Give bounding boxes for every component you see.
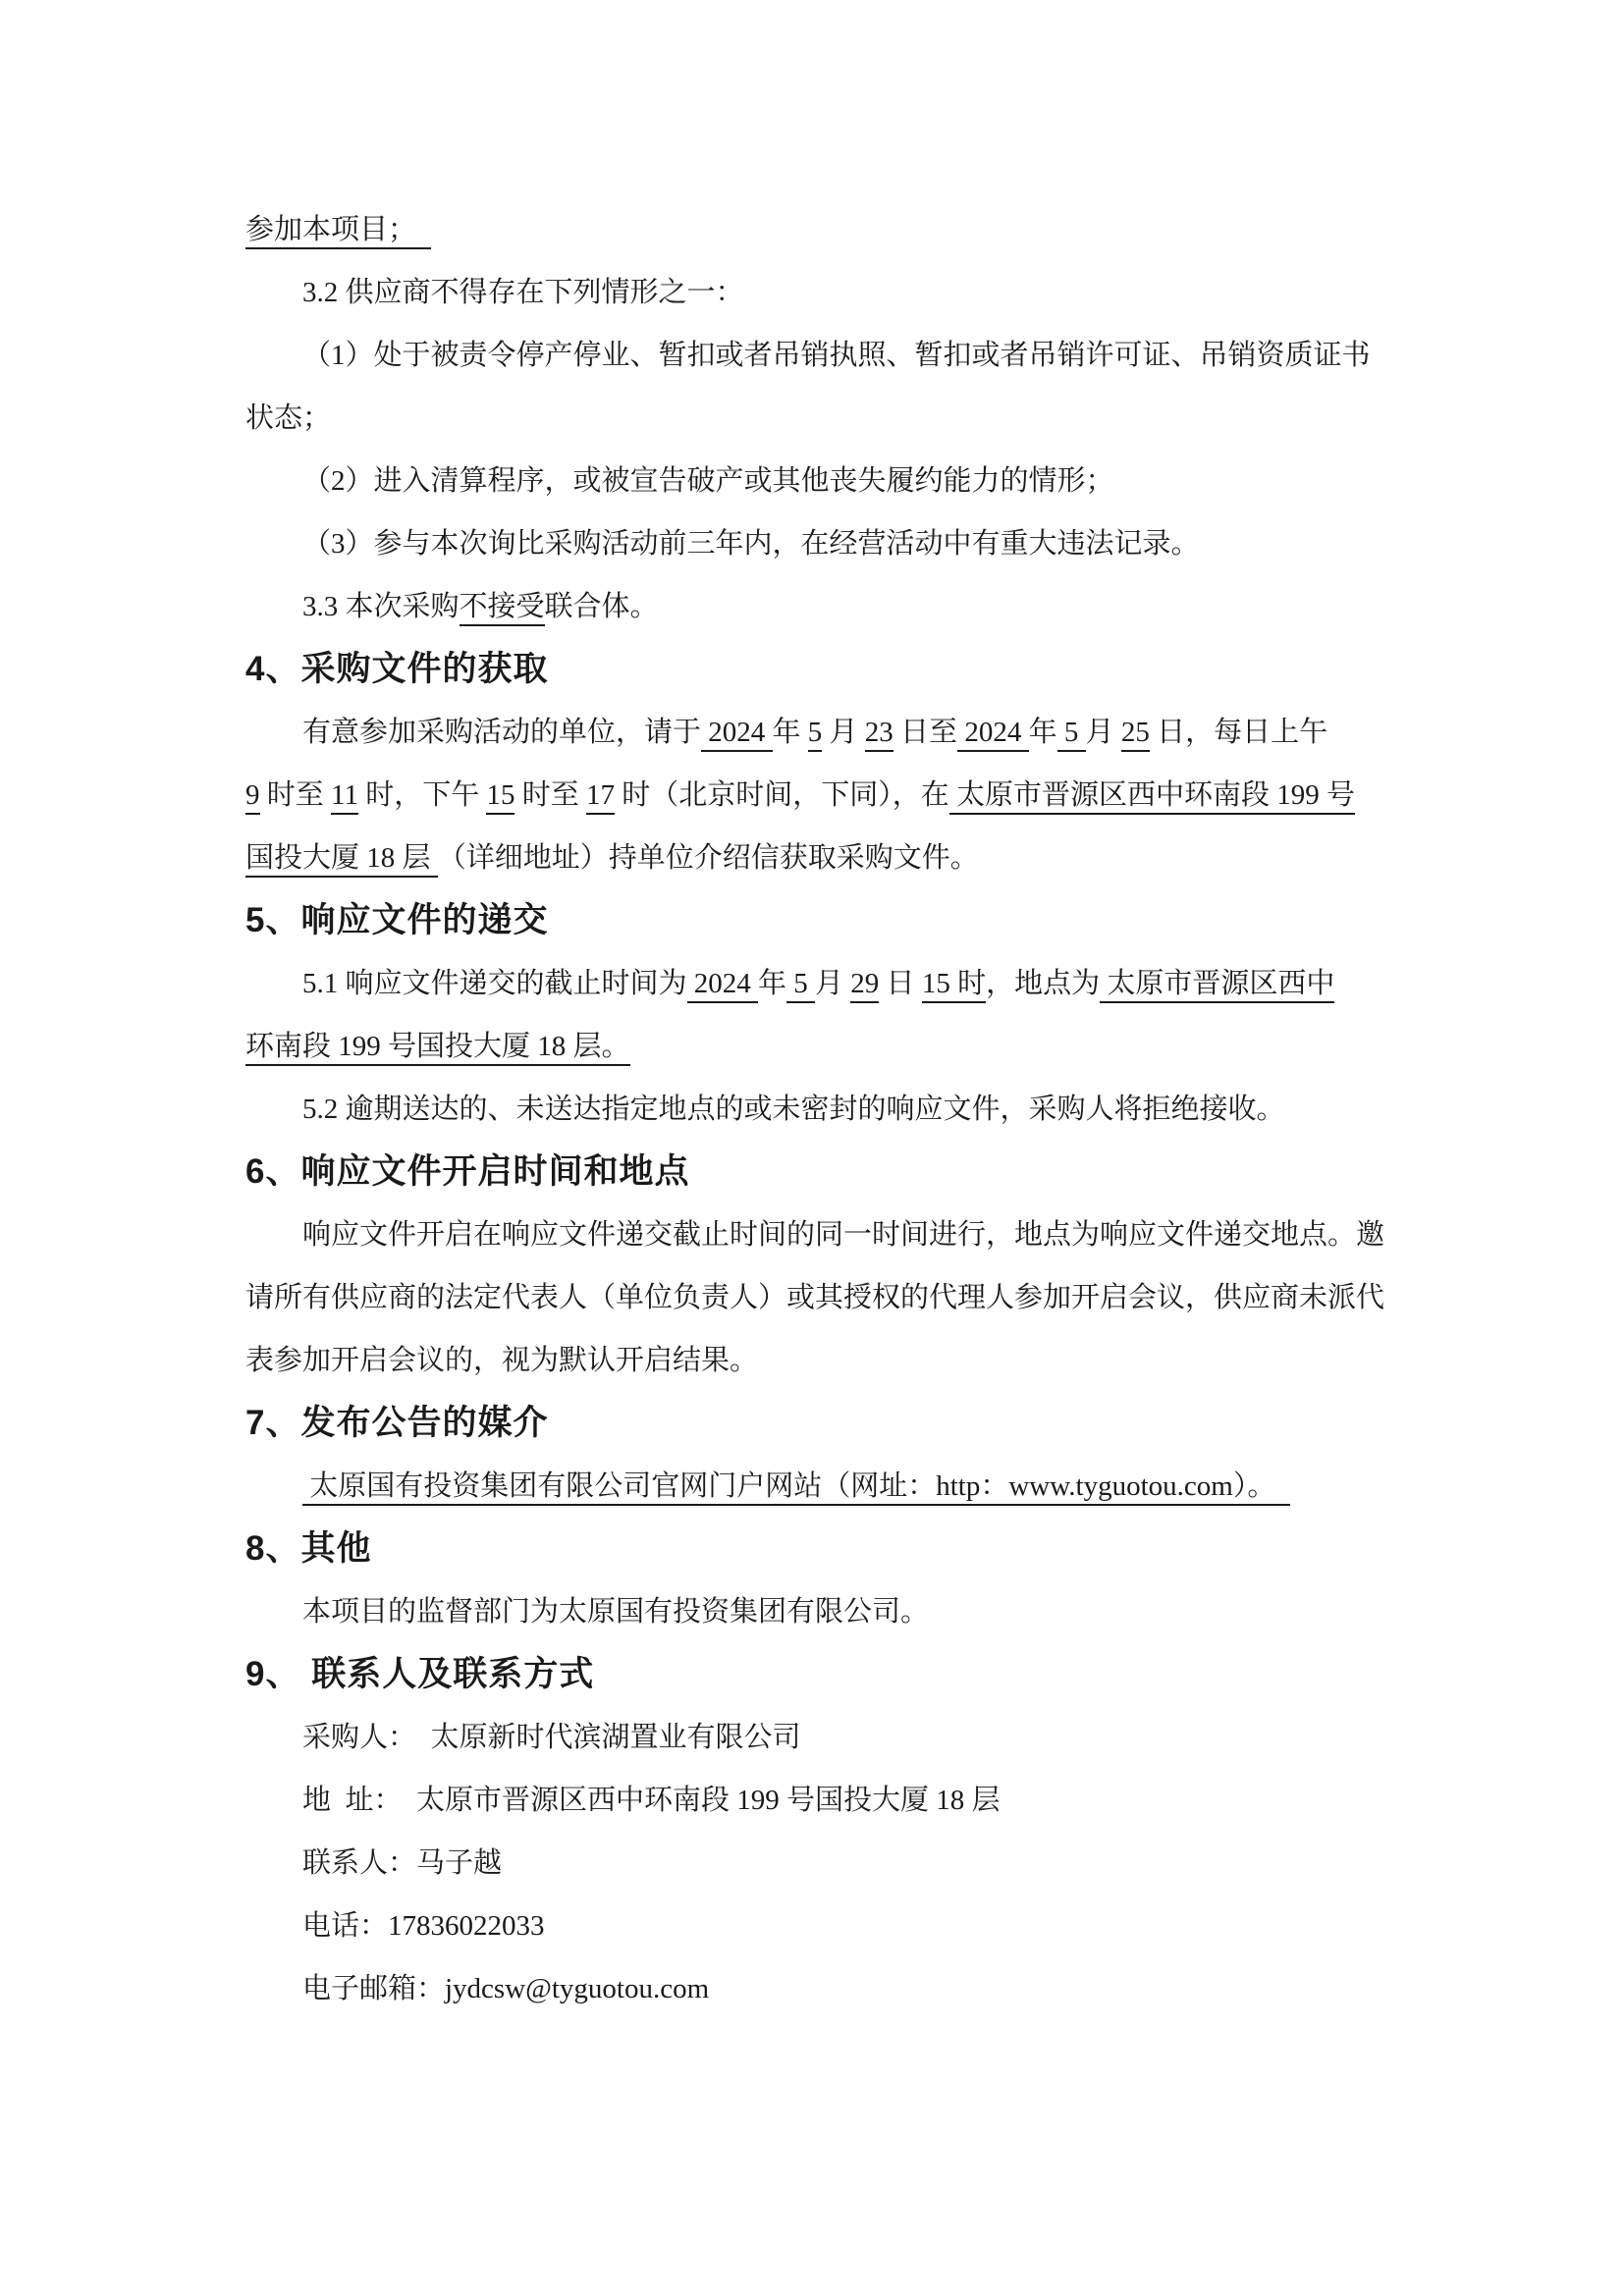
text-run: 年: [1028, 717, 1057, 748]
underlined-text: 不接受: [460, 591, 545, 626]
text-run: 表参加开启会议的，视为默认开启结果。: [245, 1345, 759, 1376]
text-run: 电话：17836022033: [302, 1910, 545, 1942]
text-run: 年: [758, 968, 787, 999]
underlined-text: 9: [245, 779, 260, 815]
underlined-text: 5: [808, 717, 823, 752]
section-6-line-3: [245, 1329, 1384, 1392]
text-run: 9、 联系人及联系方式: [245, 1655, 595, 1693]
underlined-text: 23: [865, 717, 893, 752]
underlined-text: 15 时: [922, 968, 986, 1003]
text-run: 7、发布公告的媒介: [245, 1404, 549, 1442]
contact-address-line: [245, 1769, 1384, 1832]
text-run: 时至: [259, 779, 332, 811]
text-run: 8、其他: [245, 1529, 372, 1568]
underlined-text: 太原市晋源区西中: [1100, 968, 1334, 1003]
section-4-line-2: [245, 764, 1384, 827]
clause-3-2: [245, 261, 1384, 324]
text-run: 4、采购文件的获取: [245, 650, 549, 688]
heading-9-contact: [245, 1643, 1384, 1706]
contact-email-line: [245, 1957, 1384, 2020]
contact-phone-line: [245, 1895, 1384, 1957]
text-run: 3.3 本次采购: [302, 591, 460, 622]
text-run: 6、响应文件开启时间和地点: [245, 1152, 690, 1191]
clause-3-2-item-1: [245, 324, 1384, 387]
text-run: 响应文件开启在响应文件递交截止时间的同一时间进行，地点为响应文件递交地点。邀: [302, 1219, 1385, 1251]
underlined-text: 11: [331, 779, 358, 815]
text-run: 时至: [514, 779, 586, 811]
heading-7-announcement-media: [245, 1392, 1384, 1455]
text-run: （1）处于被责令停产停业、暂扣或者吊销执照、暂扣或者吊销许可证、吊销资质证书: [302, 340, 1371, 371]
text-run: 5.1 响应文件递交的截止时间为: [302, 968, 687, 999]
text-run: 有意参加采购活动的单位，请于: [302, 717, 702, 748]
underlined-text: 2024: [957, 717, 1029, 752]
section-7-media-line: [245, 1455, 1384, 1518]
underlined-text: 2024: [701, 717, 773, 752]
underlined-text: 5: [1057, 717, 1086, 752]
underlined-text: 太原市晋源区西中环南段 199 号: [949, 779, 1355, 815]
clause-3-2-item-2: [245, 450, 1384, 512]
clause-5-1: [245, 952, 1384, 1015]
text-run: 请所有供应商的法定代表人（单位负责人）或其授权的代理人参加开启会议，供应商未派代: [245, 1282, 1385, 1313]
heading-5-response-submission: [245, 889, 1384, 952]
underlined-text: 环南段 199 号国投大厦 18 层。: [245, 1031, 630, 1066]
clause-3-2-item-1-continuation: [245, 387, 1384, 450]
document-content: [245, 198, 1384, 2020]
heading-6-opening-time-place: [245, 1141, 1384, 1203]
text-run: 日，每日上午: [1149, 717, 1328, 748]
section-4-line-3: [245, 827, 1384, 889]
underlined-text: 29: [850, 968, 879, 1003]
section-6-line-1: [245, 1203, 1384, 1266]
text-run: 年: [772, 717, 808, 748]
clause-5-1-continuation: [245, 1015, 1384, 1078]
text-run: 电子邮箱：jydcsw@tyguotou.com: [302, 1973, 710, 2004]
text-run: 月: [815, 968, 851, 999]
text-run: 5、响应文件的递交: [245, 901, 549, 939]
text-run: 本项目的监督部门为太原国有投资集团有限公司。: [302, 1596, 930, 1628]
text-run: 联合体。: [544, 591, 659, 622]
text-run: 日: [879, 968, 922, 999]
section-4-line-1: [245, 701, 1384, 764]
text-run: 状态；: [245, 402, 332, 434]
underlined-text: 太原国有投资集团有限公司官网门户网站（网址：http：www.tyguotou.com）。: [302, 1470, 1290, 1506]
contact-purchaser-line: [245, 1706, 1384, 1769]
text-run: （2）进入清算程序，或被宣告破产或其他丧失履约能力的情形；: [302, 465, 1114, 497]
clause-5-2: [245, 1078, 1384, 1141]
underlined-text: 2024: [687, 968, 759, 1003]
underlined-text: 15: [486, 779, 514, 815]
text-run: 采购人： 太原新时代滨湖置业有限公司: [302, 1722, 801, 1753]
section-8-line-1: [245, 1580, 1384, 1643]
underlined-text: 参加本项目；: [245, 214, 431, 249]
text-run: 3.2 供应商不得存在下列情形之一：: [302, 277, 744, 308]
section-6-line-2: [245, 1266, 1384, 1329]
underlined-text: 5: [786, 968, 815, 1003]
continuation-join-project: [245, 198, 1384, 261]
clause-3-3: [245, 575, 1384, 638]
underlined-text: 25: [1121, 717, 1150, 752]
underlined-text: 国投大厦 18 层: [245, 842, 438, 878]
heading-4-document-acquisition: [245, 638, 1384, 701]
heading-8-other: [245, 1518, 1384, 1580]
underlined-text: 17: [586, 779, 615, 815]
text-run: 日至: [893, 717, 958, 748]
text-run: 联系人：马子越: [302, 1847, 503, 1879]
text-run: 时，下午: [357, 779, 487, 811]
contact-person-line: [245, 1832, 1384, 1895]
text-run: 月: [822, 717, 865, 748]
text-run: 5.2 逾期送达的、未送达指定地点的或未密封的响应文件，采购人将拒绝接收。: [302, 1094, 1285, 1125]
text-run: 月: [1085, 717, 1121, 748]
text-run: （详细地址）持单位介绍信获取采购文件。: [437, 842, 979, 874]
text-run: 地 址： 太原市晋源区西中环南段 199 号国投大厦 18 层: [302, 1785, 1001, 1816]
text-run: ，地点为: [986, 968, 1101, 999]
text-run: 时（北京时间，下同），在: [614, 779, 949, 811]
clause-3-2-item-3: [245, 512, 1384, 575]
text-run: （3）参与本次询比采购活动前三年内，在经营活动中有重大违法记录。: [302, 528, 1200, 560]
